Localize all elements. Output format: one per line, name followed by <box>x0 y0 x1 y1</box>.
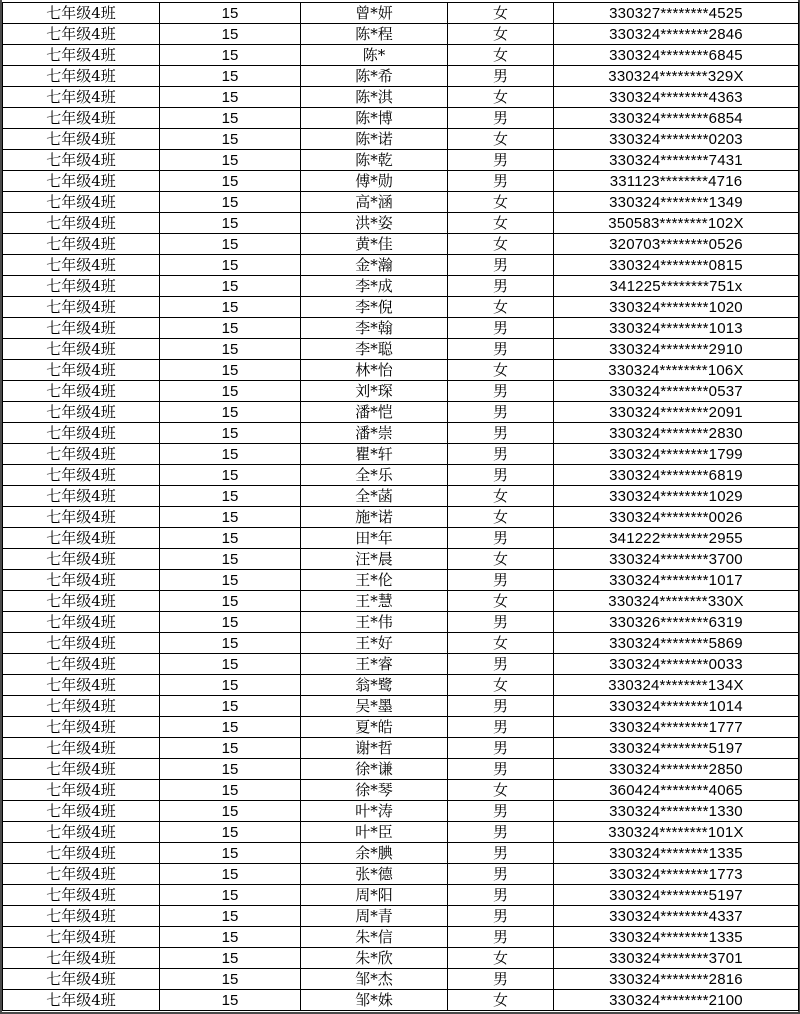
gender-cell: 男 <box>448 276 554 297</box>
student-roster-table <box>2 2 799 1011</box>
id-number-cell: 330324********1335 <box>554 843 799 864</box>
table-row <box>3 990 799 1011</box>
student-name-cell: 瞿*轩 <box>301 444 448 465</box>
student-count-cell: 15 <box>160 3 301 24</box>
id-number-cell: 330324********2816 <box>554 969 799 990</box>
gender-cell: 男 <box>448 801 554 822</box>
table-row <box>3 969 799 990</box>
student-name-cell: 王*慧 <box>301 591 448 612</box>
student-count-cell: 15 <box>160 906 301 927</box>
id-number-cell: 331123********4716 <box>554 171 799 192</box>
student-count-cell: 15 <box>160 969 301 990</box>
id-number-cell: 330324********0033 <box>554 654 799 675</box>
table-row <box>3 675 799 696</box>
student-name-cell: 洪*姿 <box>301 213 448 234</box>
class-cell: 七年级4班 <box>3 633 160 654</box>
id-number-cell: 341222********2955 <box>554 528 799 549</box>
gender-cell: 男 <box>448 612 554 633</box>
student-name-cell: 邹*杰 <box>301 969 448 990</box>
gender-cell: 女 <box>448 213 554 234</box>
class-cell: 七年级4班 <box>3 696 160 717</box>
student-count-cell: 15 <box>160 570 301 591</box>
student-count-cell: 15 <box>160 885 301 906</box>
gender-cell: 男 <box>448 738 554 759</box>
id-number-cell: 330327********4525 <box>554 3 799 24</box>
student-count-cell: 15 <box>160 444 301 465</box>
student-count-cell: 15 <box>160 66 301 87</box>
student-count-cell: 15 <box>160 276 301 297</box>
student-count-cell: 15 <box>160 87 301 108</box>
class-cell: 七年级4班 <box>3 360 160 381</box>
student-count-cell: 15 <box>160 990 301 1011</box>
class-cell: 七年级4班 <box>3 465 160 486</box>
id-number-cell: 330324********2100 <box>554 990 799 1011</box>
class-cell: 七年级4班 <box>3 402 160 423</box>
table-row <box>3 423 799 444</box>
table-row <box>3 402 799 423</box>
id-number-cell: 330324********6854 <box>554 108 799 129</box>
class-cell: 七年级4班 <box>3 45 160 66</box>
class-cell: 七年级4班 <box>3 150 160 171</box>
class-cell: 七年级4班 <box>3 486 160 507</box>
class-cell: 七年级4班 <box>3 822 160 843</box>
id-number-cell: 330324********7431 <box>554 150 799 171</box>
table-row <box>3 234 799 255</box>
class-cell: 七年级4班 <box>3 612 160 633</box>
class-cell: 七年级4班 <box>3 969 160 990</box>
class-cell: 七年级4班 <box>3 507 160 528</box>
gender-cell: 女 <box>448 948 554 969</box>
student-name-cell: 王*伟 <box>301 612 448 633</box>
student-count-cell: 15 <box>160 465 301 486</box>
student-count-cell: 15 <box>160 528 301 549</box>
student-name-cell: 李*倪 <box>301 297 448 318</box>
class-cell: 七年级4班 <box>3 255 160 276</box>
gender-cell: 女 <box>448 192 554 213</box>
id-number-cell: 330324********2830 <box>554 423 799 444</box>
id-number-cell: 330324********0537 <box>554 381 799 402</box>
gender-cell: 女 <box>448 507 554 528</box>
id-number-cell: 330324********1014 <box>554 696 799 717</box>
class-cell: 七年级4班 <box>3 864 160 885</box>
student-name-cell: 施*诺 <box>301 507 448 528</box>
table-row <box>3 633 799 654</box>
class-cell: 七年级4班 <box>3 3 160 24</box>
id-number-cell: 330324********0203 <box>554 129 799 150</box>
gender-cell: 男 <box>448 66 554 87</box>
id-number-cell: 330324********0026 <box>554 507 799 528</box>
student-name-cell: 李*成 <box>301 276 448 297</box>
table-row <box>3 864 799 885</box>
gender-cell: 女 <box>448 591 554 612</box>
class-cell: 七年级4班 <box>3 423 160 444</box>
table-row <box>3 696 799 717</box>
student-count-cell: 15 <box>160 213 301 234</box>
student-name-cell: 夏*皓 <box>301 717 448 738</box>
student-count-cell: 15 <box>160 108 301 129</box>
class-cell: 七年级4班 <box>3 780 160 801</box>
student-count-cell: 15 <box>160 864 301 885</box>
table-row <box>3 318 799 339</box>
student-name-cell: 徐*琴 <box>301 780 448 801</box>
class-cell: 七年级4班 <box>3 171 160 192</box>
table-row <box>3 24 799 45</box>
id-number-cell: 330324********1013 <box>554 318 799 339</box>
class-cell: 七年级4班 <box>3 66 160 87</box>
class-cell: 七年级4班 <box>3 234 160 255</box>
student-name-cell: 张*德 <box>301 864 448 885</box>
id-number-cell: 330324********329X <box>554 66 799 87</box>
student-name-cell: 潘*恺 <box>301 402 448 423</box>
table-row <box>3 150 799 171</box>
class-cell: 七年级4班 <box>3 906 160 927</box>
student-count-cell: 15 <box>160 402 301 423</box>
gender-cell: 女 <box>448 549 554 570</box>
id-number-cell: 330326********6319 <box>554 612 799 633</box>
student-name-cell: 刘*琛 <box>301 381 448 402</box>
class-cell: 七年级4班 <box>3 927 160 948</box>
student-count-cell: 15 <box>160 360 301 381</box>
student-name-cell: 傅*勋 <box>301 171 448 192</box>
student-count-cell: 15 <box>160 150 301 171</box>
student-name-cell: 陈*乾 <box>301 150 448 171</box>
student-count-cell: 15 <box>160 591 301 612</box>
class-cell: 七年级4班 <box>3 528 160 549</box>
gender-cell: 男 <box>448 717 554 738</box>
id-number-cell: 330324********0815 <box>554 255 799 276</box>
class-cell: 七年级4班 <box>3 948 160 969</box>
gender-cell: 女 <box>448 990 554 1011</box>
student-name-cell: 陈*希 <box>301 66 448 87</box>
id-number-cell: 330324********3700 <box>554 549 799 570</box>
id-number-cell: 330324********106X <box>554 360 799 381</box>
id-number-cell: 341225********751x <box>554 276 799 297</box>
gender-cell: 男 <box>448 759 554 780</box>
student-name-cell: 陈* <box>301 45 448 66</box>
student-name-cell: 陈*诺 <box>301 129 448 150</box>
table-row <box>3 45 799 66</box>
gender-cell: 男 <box>448 570 554 591</box>
student-name-cell: 全*乐 <box>301 465 448 486</box>
student-name-cell: 陈*淇 <box>301 87 448 108</box>
table-row <box>3 948 799 969</box>
gender-cell: 男 <box>448 696 554 717</box>
id-number-cell: 330324********2910 <box>554 339 799 360</box>
id-number-cell: 330324********3701 <box>554 948 799 969</box>
id-number-cell: 330324********1773 <box>554 864 799 885</box>
table-row <box>3 108 799 129</box>
table-row <box>3 444 799 465</box>
table-row <box>3 339 799 360</box>
table-row <box>3 192 799 213</box>
class-cell: 七年级4班 <box>3 990 160 1011</box>
table-row <box>3 570 799 591</box>
id-number-cell: 330324********1335 <box>554 927 799 948</box>
table-row <box>3 507 799 528</box>
gender-cell: 男 <box>448 150 554 171</box>
student-count-cell: 15 <box>160 654 301 675</box>
student-name-cell: 王*伦 <box>301 570 448 591</box>
student-name-cell: 林*怡 <box>301 360 448 381</box>
gender-cell: 男 <box>448 339 554 360</box>
table-row <box>3 87 799 108</box>
class-cell: 七年级4班 <box>3 801 160 822</box>
student-name-cell: 邹*姝 <box>301 990 448 1011</box>
student-name-cell: 王*睿 <box>301 654 448 675</box>
student-name-cell: 叶*臣 <box>301 822 448 843</box>
gender-cell: 男 <box>448 885 554 906</box>
table-row <box>3 822 799 843</box>
gender-cell: 男 <box>448 822 554 843</box>
student-name-cell: 全*菡 <box>301 486 448 507</box>
student-count-cell: 15 <box>160 486 301 507</box>
id-number-cell: 330324********1020 <box>554 297 799 318</box>
student-name-cell: 谢*哲 <box>301 738 448 759</box>
id-number-cell: 360424********4065 <box>554 780 799 801</box>
class-cell: 七年级4班 <box>3 108 160 129</box>
student-count-cell: 15 <box>160 549 301 570</box>
class-cell: 七年级4班 <box>3 675 160 696</box>
student-name-cell: 金*瀚 <box>301 255 448 276</box>
gender-cell: 女 <box>448 675 554 696</box>
gender-cell: 男 <box>448 843 554 864</box>
table-row <box>3 885 799 906</box>
id-number-cell: 330324********6819 <box>554 465 799 486</box>
table-row <box>3 255 799 276</box>
id-number-cell: 330324********2850 <box>554 759 799 780</box>
student-name-cell: 汪*晨 <box>301 549 448 570</box>
table-row <box>3 276 799 297</box>
gender-cell: 男 <box>448 906 554 927</box>
id-number-cell: 330324********5869 <box>554 633 799 654</box>
student-count-cell: 15 <box>160 507 301 528</box>
class-cell: 七年级4班 <box>3 381 160 402</box>
class-cell: 七年级4班 <box>3 192 160 213</box>
class-cell: 七年级4班 <box>3 549 160 570</box>
student-count-cell: 15 <box>160 339 301 360</box>
gender-cell: 男 <box>448 444 554 465</box>
student-name-cell: 吴*墨 <box>301 696 448 717</box>
class-cell: 七年级4班 <box>3 885 160 906</box>
id-number-cell: 330324********4363 <box>554 87 799 108</box>
class-cell: 七年级4班 <box>3 843 160 864</box>
table-row <box>3 843 799 864</box>
student-name-cell: 王*好 <box>301 633 448 654</box>
student-name-cell: 李*翰 <box>301 318 448 339</box>
student-name-cell: 曾*妍 <box>301 3 448 24</box>
gender-cell: 男 <box>448 255 554 276</box>
student-count-cell: 15 <box>160 612 301 633</box>
class-cell: 七年级4班 <box>3 297 160 318</box>
class-cell: 七年级4班 <box>3 717 160 738</box>
class-cell: 七年级4班 <box>3 276 160 297</box>
class-cell: 七年级4班 <box>3 213 160 234</box>
student-name-cell: 李*聪 <box>301 339 448 360</box>
id-number-cell: 330324********101X <box>554 822 799 843</box>
gender-cell: 女 <box>448 780 554 801</box>
table-row <box>3 297 799 318</box>
class-cell: 七年级4班 <box>3 87 160 108</box>
gender-cell: 男 <box>448 969 554 990</box>
student-count-cell: 15 <box>160 822 301 843</box>
table-row <box>3 927 799 948</box>
class-cell: 七年级4班 <box>3 318 160 339</box>
student-name-cell: 叶*涛 <box>301 801 448 822</box>
id-number-cell: 330324********5197 <box>554 738 799 759</box>
gender-cell: 男 <box>448 108 554 129</box>
student-count-cell: 15 <box>160 24 301 45</box>
id-number-cell: 330324********330X <box>554 591 799 612</box>
id-number-cell: 330324********134X <box>554 675 799 696</box>
gender-cell: 男 <box>448 423 554 444</box>
student-name-cell: 朱*欣 <box>301 948 448 969</box>
table-row <box>3 549 799 570</box>
table-row <box>3 738 799 759</box>
table-row <box>3 171 799 192</box>
class-cell: 七年级4班 <box>3 591 160 612</box>
student-count-cell: 15 <box>160 675 301 696</box>
gender-cell: 男 <box>448 654 554 675</box>
class-cell: 七年级4班 <box>3 444 160 465</box>
student-count-cell: 15 <box>160 843 301 864</box>
student-count-cell: 15 <box>160 381 301 402</box>
table-row <box>3 66 799 87</box>
student-count-cell: 15 <box>160 423 301 444</box>
class-cell: 七年级4班 <box>3 24 160 45</box>
student-name-cell: 周*青 <box>301 906 448 927</box>
student-name-cell: 朱*信 <box>301 927 448 948</box>
roster-body <box>3 3 799 1011</box>
student-count-cell: 15 <box>160 171 301 192</box>
gender-cell: 女 <box>448 87 554 108</box>
table-row <box>3 780 799 801</box>
student-name-cell: 翁*鹭 <box>301 675 448 696</box>
student-name-cell: 徐*谦 <box>301 759 448 780</box>
student-count-cell: 15 <box>160 801 301 822</box>
student-count-cell: 15 <box>160 738 301 759</box>
table-row <box>3 528 799 549</box>
gender-cell: 女 <box>448 486 554 507</box>
id-number-cell: 350583********102X <box>554 213 799 234</box>
table-row <box>3 381 799 402</box>
student-count-cell: 15 <box>160 255 301 276</box>
id-number-cell: 330324********1029 <box>554 486 799 507</box>
table-row <box>3 129 799 150</box>
student-name-cell: 余*腆 <box>301 843 448 864</box>
student-name-cell: 陈*程 <box>301 24 448 45</box>
student-count-cell: 15 <box>160 633 301 654</box>
gender-cell: 女 <box>448 45 554 66</box>
student-count-cell: 15 <box>160 696 301 717</box>
student-name-cell: 潘*崇 <box>301 423 448 444</box>
id-number-cell: 330324********1017 <box>554 570 799 591</box>
student-count-cell: 15 <box>160 129 301 150</box>
table-row <box>3 654 799 675</box>
student-count-cell: 15 <box>160 234 301 255</box>
class-cell: 七年级4班 <box>3 654 160 675</box>
table-row <box>3 465 799 486</box>
table-row <box>3 3 799 24</box>
class-cell: 七年级4班 <box>3 570 160 591</box>
student-count-cell: 15 <box>160 297 301 318</box>
student-count-cell: 15 <box>160 927 301 948</box>
gender-cell: 男 <box>448 171 554 192</box>
student-name-cell: 黄*佳 <box>301 234 448 255</box>
gender-cell: 男 <box>448 927 554 948</box>
gender-cell: 女 <box>448 360 554 381</box>
table-row <box>3 360 799 381</box>
class-cell: 七年级4班 <box>3 339 160 360</box>
gender-cell: 男 <box>448 402 554 423</box>
class-cell: 七年级4班 <box>3 759 160 780</box>
gender-cell: 男 <box>448 864 554 885</box>
table-row <box>3 759 799 780</box>
id-number-cell: 330324********1777 <box>554 717 799 738</box>
gender-cell: 女 <box>448 297 554 318</box>
id-number-cell: 330324********6845 <box>554 45 799 66</box>
student-count-cell: 15 <box>160 45 301 66</box>
id-number-cell: 320703********0526 <box>554 234 799 255</box>
gender-cell: 男 <box>448 381 554 402</box>
gender-cell: 女 <box>448 129 554 150</box>
gender-cell: 女 <box>448 633 554 654</box>
student-count-cell: 15 <box>160 759 301 780</box>
gender-cell: 男 <box>448 465 554 486</box>
student-name-cell: 田*年 <box>301 528 448 549</box>
student-count-cell: 15 <box>160 717 301 738</box>
id-number-cell: 330324********1330 <box>554 801 799 822</box>
id-number-cell: 330324********4337 <box>554 906 799 927</box>
student-name-cell: 高*涵 <box>301 192 448 213</box>
student-count-cell: 15 <box>160 318 301 339</box>
id-number-cell: 330324********1349 <box>554 192 799 213</box>
id-number-cell: 330324********1799 <box>554 444 799 465</box>
gender-cell: 女 <box>448 234 554 255</box>
gender-cell: 女 <box>448 24 554 45</box>
student-count-cell: 15 <box>160 192 301 213</box>
table-row <box>3 213 799 234</box>
table-row <box>3 717 799 738</box>
table-row <box>3 486 799 507</box>
gender-cell: 男 <box>448 528 554 549</box>
id-number-cell: 330324********2846 <box>554 24 799 45</box>
class-cell: 七年级4班 <box>3 738 160 759</box>
student-count-cell: 15 <box>160 780 301 801</box>
id-number-cell: 330324********2091 <box>554 402 799 423</box>
table-row <box>3 612 799 633</box>
student-count-cell: 15 <box>160 948 301 969</box>
student-name-cell: 陈*博 <box>301 108 448 129</box>
class-cell: 七年级4班 <box>3 129 160 150</box>
table-row <box>3 591 799 612</box>
id-number-cell: 330324********5197 <box>554 885 799 906</box>
gender-cell: 男 <box>448 318 554 339</box>
student-name-cell: 周*阳 <box>301 885 448 906</box>
table-row <box>3 801 799 822</box>
gender-cell: 女 <box>448 3 554 24</box>
table-row <box>3 906 799 927</box>
